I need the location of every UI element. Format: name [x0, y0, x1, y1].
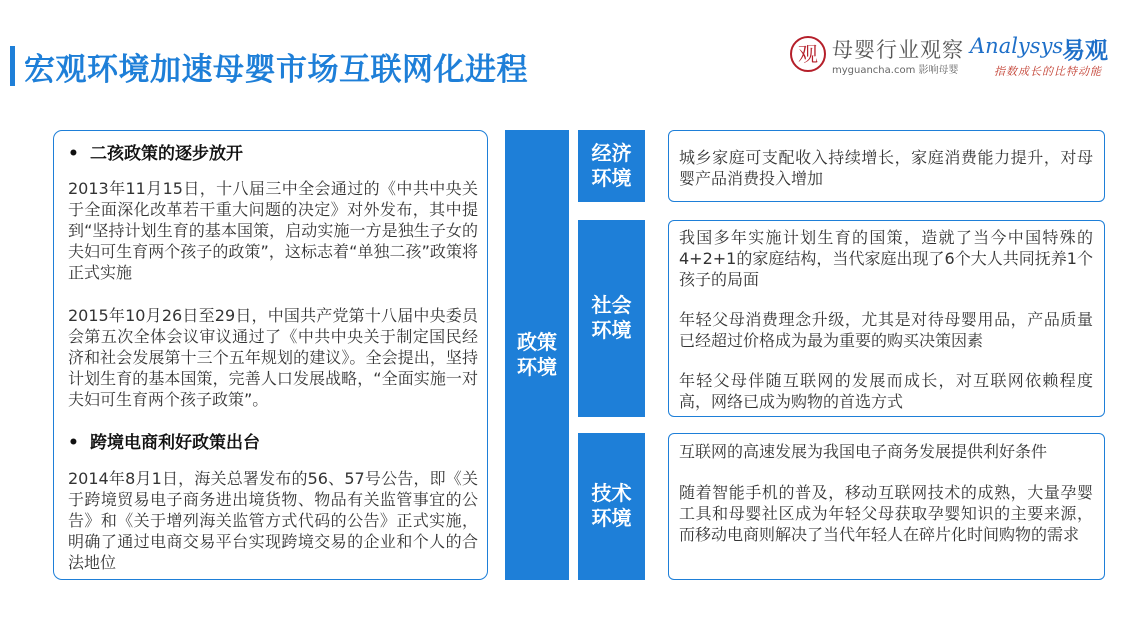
myguancha-badge-icon: 观 [790, 36, 826, 72]
paragraph-2013-decision: 2013年11月15日，十八届三中全会通过的《中共中央关于全面深化改革若干重大问题的决定》对外发布，其中提到“坚持计划生育的基本国策，启动实施一方是独生子女的夫妇可生育两个孩子的政策”，这标志着“单独二孩”政策将正式实施 [68, 179, 478, 282]
analysys-logo-cn: 易观 [1062, 38, 1108, 64]
policy-environment-label: 政策 环境 [505, 130, 569, 580]
social-paragraph-consumption: 年轻父母消费理念升级，尤其是对待母婴用品，产品质量已经超过价格成为最为重要的购买决策因素 [679, 310, 1093, 350]
analysys-logo [970, 30, 1130, 80]
technology-environment-box [668, 433, 1105, 580]
bullet-icon: • [68, 433, 79, 453]
paragraph-2014-customs: 2014年8月1日，海关总署发布的56、57号公告，即《关于跨境贸易电子商务进出境货物、物品有关监管事宜的公告》和《关于增列海关监管方式代码的公告》正式实施，明确了通过电商交易平台实现跨境交易的企业和个人的合法地位 [68, 469, 478, 572]
analysys-slogan: 指数成长的比特动能 [994, 65, 1102, 78]
myguancha-logo [790, 34, 966, 78]
social-paragraph-internet: 年轻父母伴随互联网的发展而成长，对互联网依赖程度高，网络已成为购物的首选方式 [679, 371, 1093, 411]
technology-environment-label: 技术 环境 [578, 433, 645, 580]
myguancha-logo-name: 母婴行业观察 [832, 38, 964, 62]
technology-paragraph-mobile: 随着智能手机的普及，移动互联网技术的成熟，大量孕婴工具和母婴社区成为年轻父母获取孕婴知识的主要来源，而移动电商则解决了当代年轻人在碎片化时间购物的需求 [679, 483, 1093, 544]
policy-detail-panel [53, 130, 488, 580]
analysys-logo-en: Analysys [970, 34, 1064, 58]
section-heading-cross-border-policy: • 跨境电商利好政策出台 [68, 433, 260, 453]
economic-environment-box [668, 130, 1105, 202]
paragraph-2015-plenary: 2015年10月26日至29日，中国共产党第十八届中央委员会第五次全体会议审议通过了《中共中央关于制定国民经济和社会发展第十三个五年规划的建议》。全会提出，坚持计划生育的基本国策，完善人口发展战略，“全面实施一对夫妇可生育两个孩子政策”。 [68, 306, 478, 409]
economic-environment-label: 经济 环境 [578, 130, 645, 202]
myguancha-logo-sub: myguancha.com 影响母婴 [832, 65, 959, 76]
bullet-icon: • [68, 144, 79, 164]
economic-paragraph: 城乡家庭可支配收入持续增长，家庭消费能力提升，对母婴产品消费投入增加 [679, 148, 1093, 188]
social-paragraph-family: 我国多年实施计划生育的国策，造就了当今中国特殊的4+2+1的家庭结构，当代家庭出现了6个大人共同抚养1个孩子的局面 [679, 228, 1093, 289]
technology-paragraph-internet: 互联网的高速发展为我国电子商务发展提供利好条件 [679, 442, 1048, 461]
social-environment-label: 社会 环境 [578, 220, 645, 417]
section-heading-two-child-policy: • 二孩政策的逐步放开 [68, 144, 243, 164]
page-title: 宏观环境加速母婴市场互联网化进程 [24, 52, 528, 88]
title-accent-bar [10, 46, 15, 86]
social-environment-box [668, 220, 1105, 417]
